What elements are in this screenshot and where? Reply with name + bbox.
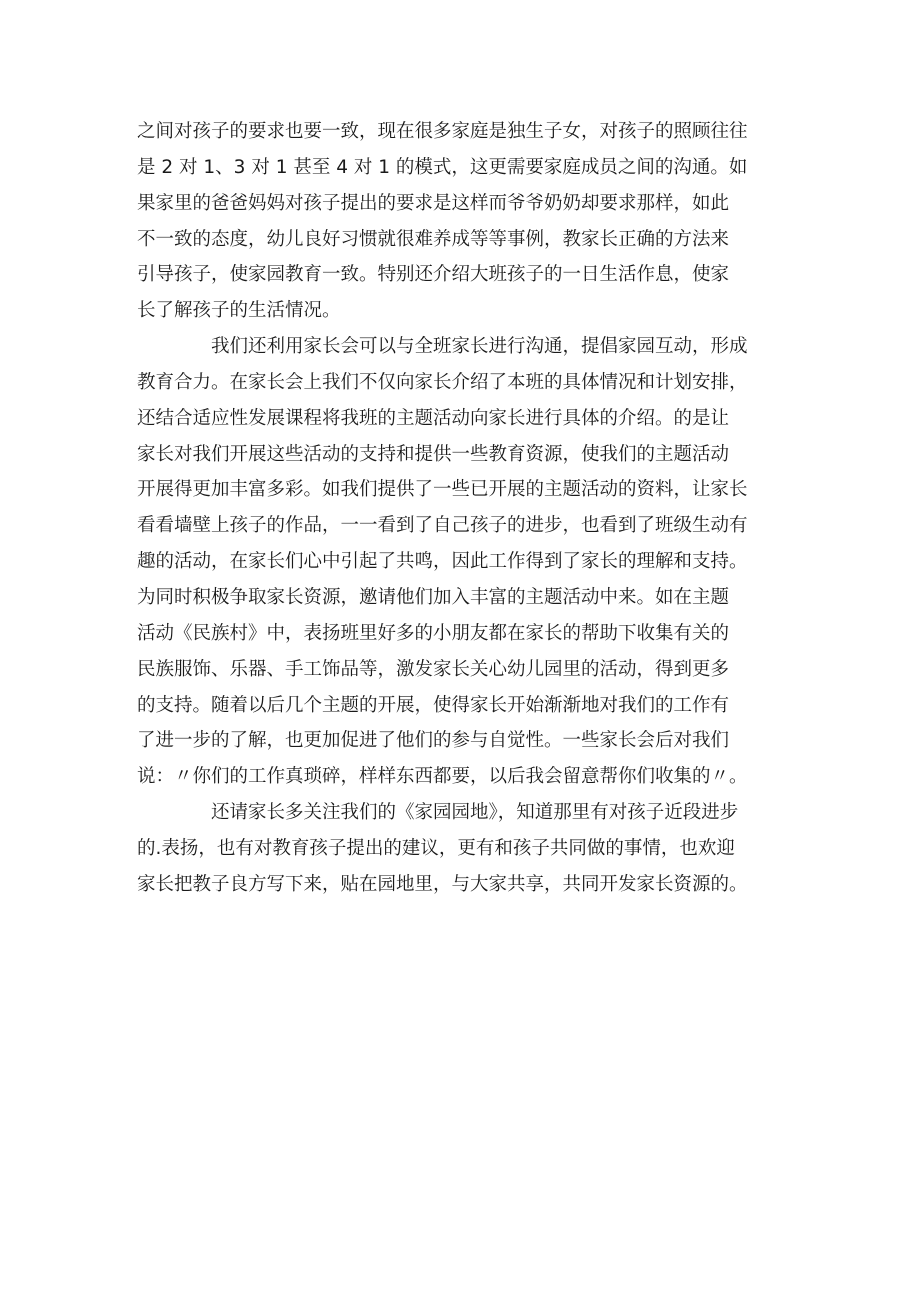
paragraph-1: [137, 114, 791, 329]
paragraph-3: [137, 795, 791, 903]
text-line: 趣的活动，在家长们心中引起了共鸣，因此工作得到了家长的理解和支持。: [137, 551, 748, 573]
text-line: 民族服饰、乐器、手工饰品等，激发家长关心幼儿园里的活动，得到更多: [137, 658, 730, 680]
text-line: 活动《民族村》中，表扬班里好多的小朋友都在家长的帮助下收集有关的: [137, 622, 730, 644]
text-line: 的支持。随着以后几个主题的开展，使得家长开始渐渐地对我们的工作有: [137, 694, 730, 716]
text-line: 我们还利用家长会可以与全班家长进行沟通，提倡家园互动，形成: [211, 336, 748, 358]
text-line: 看看墙壁上孩子的作品，一一看到了自己孩子的进步，也看到了班级生动有: [137, 515, 748, 537]
text-line: 开展得更加丰富多彩。如我们提供了一些已开展的主题活动的资料，让家长: [137, 479, 748, 501]
text-line: 的.表扬，也有对教育孩子提出的建议，更有和孩子共同做的事情，也欢迎: [137, 837, 735, 859]
text-line: 家长把教子良方写下来，贴在园地里，与大家共享，共同开发家长资源的。: [137, 873, 748, 895]
text-line: 为同时积极争取家长资源，邀请他们加入丰富的主题活动中来。如在主题: [137, 586, 730, 608]
text-line: 教育合力。在家长会上我们不仅向家长介绍了本班的具体情况和计划安排，: [137, 371, 748, 393]
text-line: 说：〃你们的工作真琐碎，样样东西都要，以后我会留意帮你们收集的〃。: [137, 766, 748, 788]
text-line: 长了解孩子的生活情况。: [137, 300, 341, 322]
text-line: 不一致的态度，幼儿良好习惯就很难养成等等事例，教家长正确的方法来: [137, 228, 730, 250]
text-line: 之间对孩子的要求也要一致，现在很多家庭是独生子女，对孩子的照顾往往: [137, 121, 748, 142]
text-line: 还请家长多关注我们的《家园园地》，知道那里有对孩子近段进步: [211, 802, 739, 824]
text-line: 了进一步的了解，也更加促进了他们的参与自觉性。一些家长会后对我们: [137, 730, 730, 752]
text-line: 是 2 对 1、3 对 1 甚至 4 对 1 的模式，这更需要家庭成员之间的沟通。如: [137, 156, 748, 178]
text-line: 家长对我们开展这些活动的支持和提供一些教育资源，使我们的主题活动: [137, 443, 730, 465]
text-line: 还结合适应性发展课程将我班的主题活动向家长进行具体的介绍。的是让: [137, 407, 730, 429]
paragraph-2: [137, 329, 791, 795]
text-line: 果家里的爸爸妈妈对孩子提出的要求是这样而爷爷奶奶却要求那样，如此: [137, 192, 730, 214]
text-line: 引导孩子，使家园教育一致。特别还介绍大班孩子的一日生活作息，使家: [137, 264, 730, 286]
document-body: [137, 114, 791, 903]
